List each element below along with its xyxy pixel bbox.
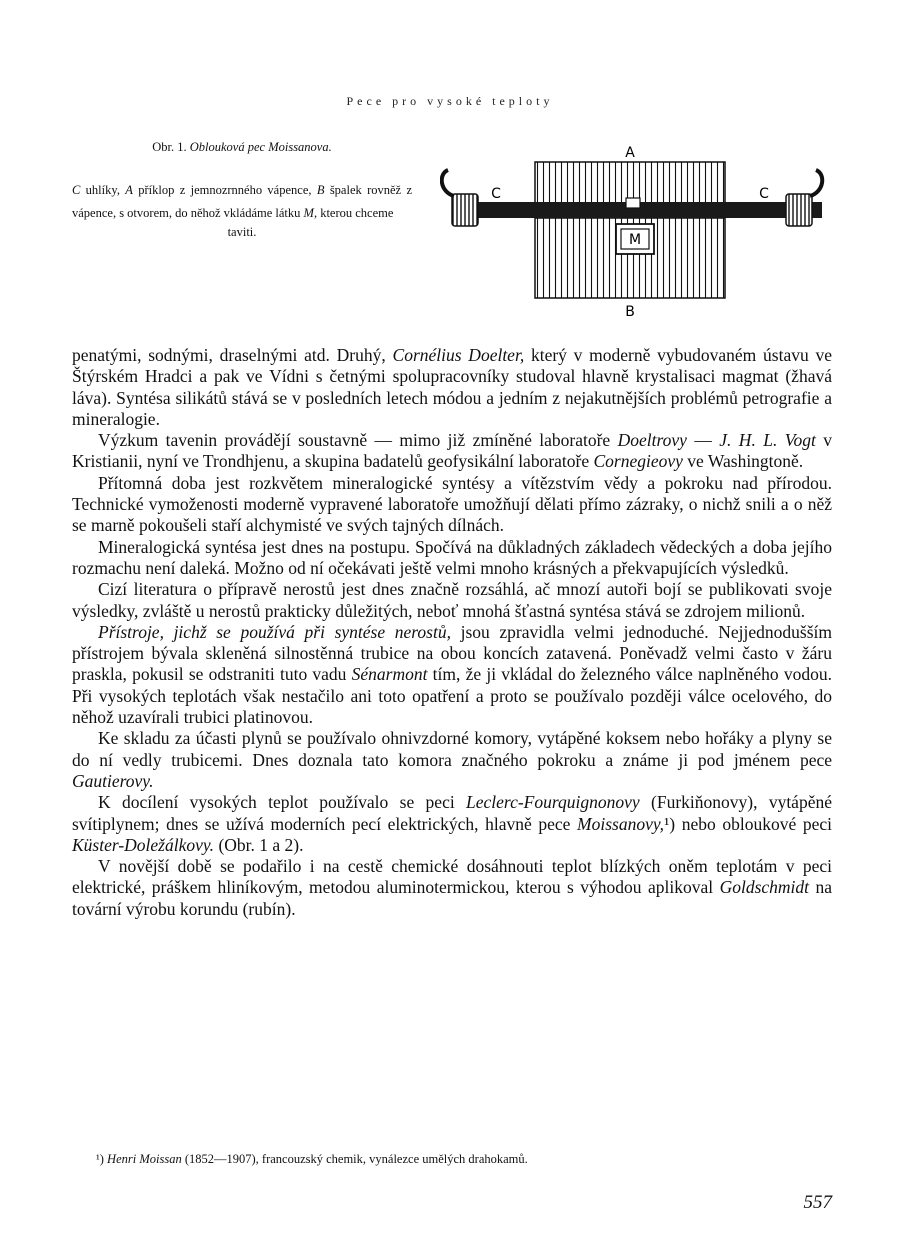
paragraph xyxy=(72,856,832,920)
text-run: (1852—1907), francouzský chemik, vynálezce umělých drahokamů. xyxy=(181,1152,528,1166)
italic-text: Leclerc-Fourquignonovy xyxy=(466,792,640,813)
paragraph xyxy=(72,537,832,580)
left-hook xyxy=(442,170,454,196)
running-header: Pece pro vysoké teploty xyxy=(346,94,554,108)
text-run: ¹) nebo obloukové peci xyxy=(664,813,832,834)
text-run: v Kristianii, nyní ve Trondhjenu, a skupina badatelů geofysikální laboratoře xyxy=(72,430,833,472)
moissan-furnace-diagram xyxy=(440,138,840,323)
footnote xyxy=(96,1152,796,1167)
text-run: (Furkiňonovy), vytápěné svítiplynem; dnes se užívá moderních pecí elektrických, hlavně pece xyxy=(72,792,832,834)
italic-text: J. H. L. Vogt xyxy=(719,430,816,451)
text-run: na tovární výrobu korundu (rubín). xyxy=(72,877,832,919)
figure-title-prefix: Obr. 1. xyxy=(152,140,187,154)
italic-text: B xyxy=(316,183,325,197)
page-number: 557 xyxy=(803,1192,832,1213)
label-m: M xyxy=(628,232,642,248)
label-b: B xyxy=(625,304,635,320)
paragraph xyxy=(72,345,832,430)
text-run: tím, že ji vkládal do železného válce naplněného vodou. Při vysokých teplotách však nestačilo ani toto opatření a proto se používalo později válce ocelového, do něhož uzavírali trubici platinovou. xyxy=(72,664,832,728)
italic-text: Cornegieovy xyxy=(593,451,683,472)
italic-text: Gautierovy. xyxy=(72,770,154,791)
label-c-right: C xyxy=(759,186,769,202)
figure-description xyxy=(72,179,412,225)
text-run: — xyxy=(686,430,720,451)
text-run: jsou zpravidla velmi jednoduché. Nejjednodušším přístrojem bývala skleněná silnostěnná trubice na obou koncích zatavená. Poněvadž velmi často v žáru praskla, pokusil se odstraniti tuto vadu xyxy=(72,621,832,685)
text-run: penatými, sodnými, draselnými atd. Druhý, xyxy=(72,345,393,365)
paragraph xyxy=(72,728,832,792)
text-run: kterou chceme xyxy=(317,206,394,220)
italic-text: Doeltrovy xyxy=(617,430,687,451)
paragraph xyxy=(72,792,832,856)
text-run: příklop z jemnozrnného vápence, xyxy=(132,183,317,197)
text-run: ¹) xyxy=(96,1152,108,1166)
left-coil xyxy=(452,194,478,226)
italic-text: Sénarmont xyxy=(351,664,428,685)
text-run: ve Washingtoně. xyxy=(682,451,804,472)
figure-1 xyxy=(60,138,840,348)
italic-text: C xyxy=(72,183,81,197)
text-run: který v moderně vybudovaném ústavu ve Štýrském Hradci a pak ve Vídni s četnými spolupracovníky studoval hlavně krystalisaci magmat (žhavá láva). Syntésa silikátů stává se v posledních letech módou a jedním z nejakutnějších problémů petrografie a mineralogie. xyxy=(72,345,832,429)
text-run: Výzkum tavenin provádějí soustavně — mimo již zmíněné laboratoře xyxy=(98,430,618,451)
text-run: V novější době se podařilo i na cestě chemické dosáhnouti teplot blízkých oněm teplotám v peci elektrické, práškem hliníkovým, metodou aluminotermickou, kterou s výhodou aplikoval xyxy=(72,856,832,898)
italic-text: Moissanovy, xyxy=(577,813,665,834)
body-text xyxy=(72,345,832,920)
text-run: uhlíky, xyxy=(80,183,126,197)
paragraph xyxy=(72,622,832,728)
text-run: K docílení vysokých teplot používalo se peci xyxy=(98,792,467,813)
text-run: Mineralogická syntésa jest dnes na postupu. Spočívá na důkladných základech vědeckých a doba jejího rozmachu není daleká. Možno od ní očekávati ještě velmi mnoho krásných a překvapujících výsledků. xyxy=(72,536,832,578)
italic-text: Küster-Doležálkovy. xyxy=(72,834,215,855)
figure-caption xyxy=(72,140,412,240)
italic-text: Henri Moissan xyxy=(107,1152,182,1166)
italic-text: M, xyxy=(303,206,318,220)
paragraph xyxy=(72,473,832,537)
text-run: Cizí literatura o přípravě nerostů jest dnes značně rozsáhlá, ač mnozí autoři bojí se publikovati svoje výsledky, zvláště u nerostů prakticky důležitých, neboť mnohá šťastná syntésa stává se zdrojem milionů. xyxy=(72,579,832,621)
text-run: špalek rovněž z vápence, s otvorem, do něhož vkládáme látku xyxy=(72,183,412,220)
right-hook xyxy=(810,170,822,196)
italic-text: A xyxy=(125,183,133,197)
right-coil xyxy=(786,194,812,226)
figure-description-end: taviti. xyxy=(227,225,257,239)
italic-text: Cornélius Doelter, xyxy=(392,345,525,365)
text-run: Ke skladu za účasti plynů se používalo ohnivzdorné komory, vytápěné koksem nebo hořáky a plyny se do ní vedly trubicemi. Dnes doznala tato komora značného pokroku a známe ji pod jménem pece xyxy=(72,728,832,770)
figure-title xyxy=(72,140,412,155)
opening xyxy=(626,198,640,208)
text-run: Přítomná doba jest rozkvětem mineralogické syntésy a vítězstvím vědy a pokroku nad přírodou. Technické vymoženosti moderně vypravené laboratoře umožňují dělati přímo zázraky, o nichž snili a o něž se marně pokoušeli staří alchymisté ve svých tajných dílnách. xyxy=(72,472,832,536)
italic-text: Goldschmidt xyxy=(719,877,810,898)
paragraph xyxy=(72,430,832,473)
text-run: (Obr. 1 a 2). xyxy=(214,834,304,855)
label-c-left: C xyxy=(491,186,501,202)
label-a: A xyxy=(625,145,635,161)
paragraph xyxy=(72,579,832,622)
italic-text: Přístroje, jichž se používá při syntése nerostů, xyxy=(98,621,451,642)
figure-title-text: Oblouková pec Moissanova. xyxy=(189,140,332,154)
